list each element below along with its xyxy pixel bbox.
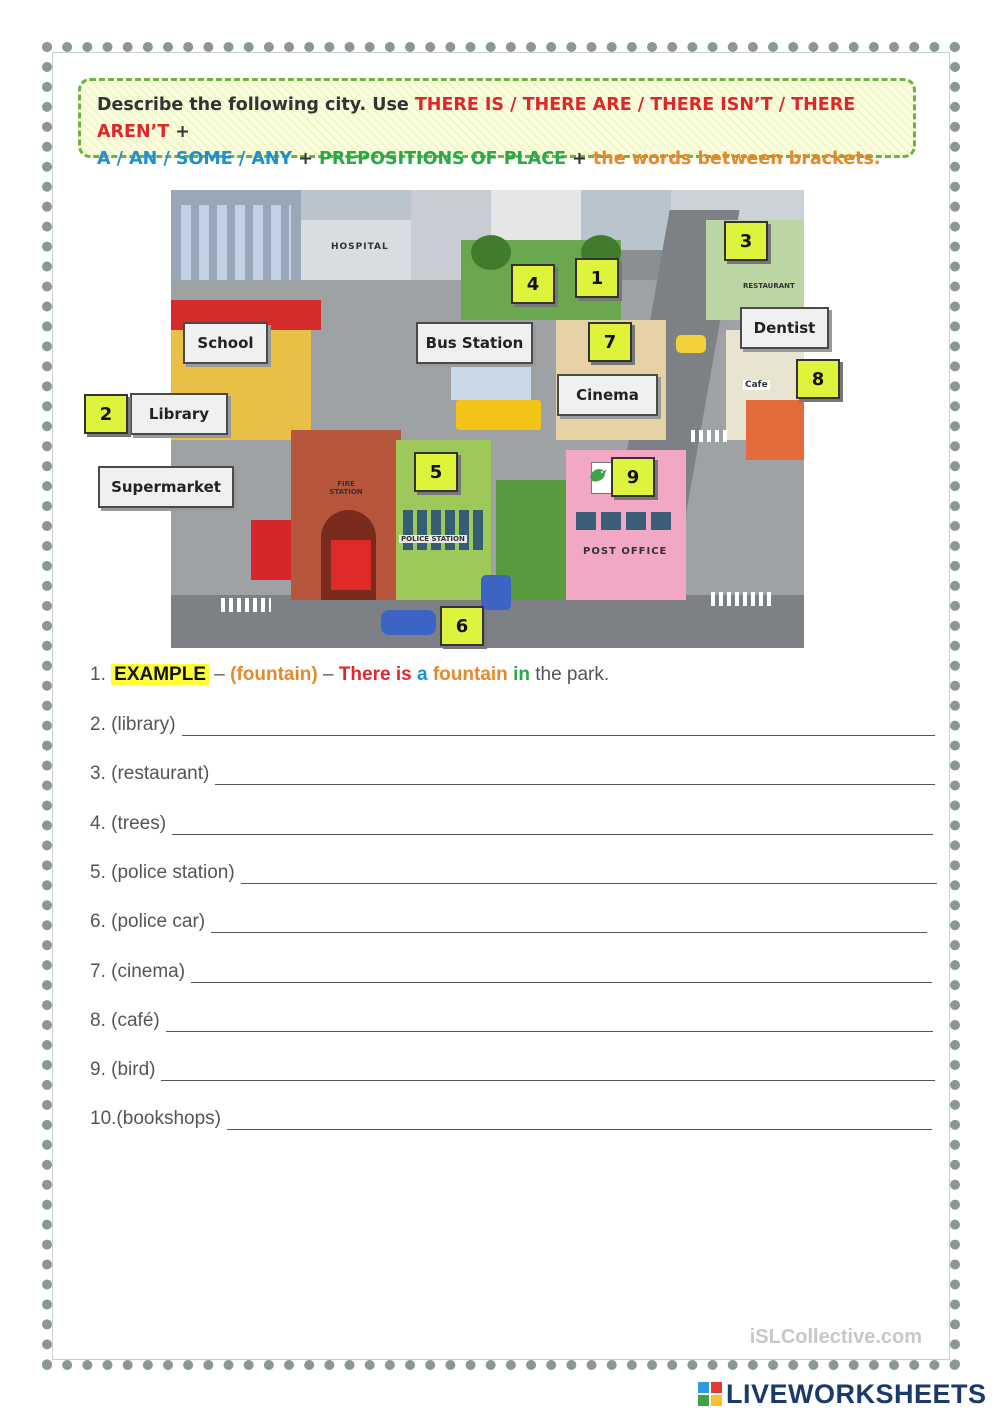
label-supermarket: Supermarket bbox=[98, 466, 234, 508]
example-dash: – bbox=[209, 664, 231, 685]
example-number: 1. bbox=[90, 664, 106, 685]
exercise-number: 3. bbox=[90, 763, 106, 784]
example-dash: – bbox=[317, 664, 339, 685]
exercise-word: (café) bbox=[111, 1010, 160, 1031]
exercise-number: 2. bbox=[90, 714, 106, 735]
liveworksheets-logo bbox=[698, 1376, 987, 1412]
example-preposition: in bbox=[513, 664, 530, 685]
exercise-number: 4. bbox=[90, 813, 106, 834]
exercise-word: (police car) bbox=[111, 911, 206, 932]
post-office-sign: POST OFFICE bbox=[583, 546, 668, 557]
example-noun: fountain bbox=[432, 664, 508, 685]
instruction-intro: Describe the following city. Use bbox=[97, 95, 415, 115]
exercise-row bbox=[90, 961, 932, 983]
exercise-number: 10. bbox=[90, 1108, 117, 1129]
restaurant-sign: RESTAURANT bbox=[743, 282, 795, 290]
fire-station-sign: FIRE STATION bbox=[329, 480, 363, 496]
exercise-word: (cinema) bbox=[111, 961, 186, 982]
label-library: Library bbox=[130, 393, 228, 435]
marker-2: 2 bbox=[84, 394, 128, 434]
exercise-word: (restaurant) bbox=[111, 763, 210, 784]
instruction-box bbox=[78, 78, 916, 169]
marker-3: 3 bbox=[724, 221, 768, 261]
exercise-number: 9. bbox=[90, 1059, 106, 1080]
marker-6: 6 bbox=[440, 606, 484, 646]
instruction-prepositions: PREPOSITIONS OF PLACE bbox=[319, 149, 567, 169]
exercise-row bbox=[90, 911, 927, 933]
city-illustration bbox=[171, 190, 804, 648]
instruction-brackets: the words between brackets. bbox=[592, 149, 881, 169]
exercise-number: 6. bbox=[90, 911, 106, 932]
exercise-row bbox=[90, 1010, 933, 1032]
marker-8: 8 bbox=[796, 359, 840, 399]
answer-line[interactable] bbox=[182, 715, 935, 736]
instruction-plus: + bbox=[566, 149, 593, 169]
exercise-number: 7. bbox=[90, 961, 106, 982]
exercise-row bbox=[90, 862, 937, 884]
exercise-word: (library) bbox=[111, 714, 176, 735]
instruction-articles: A / AN / SOME / ANY bbox=[97, 149, 293, 169]
answer-line[interactable] bbox=[211, 912, 927, 933]
instruction-plus: + bbox=[292, 149, 320, 169]
answer-line[interactable] bbox=[161, 1060, 935, 1081]
marker-5: 5 bbox=[414, 452, 458, 492]
answer-line[interactable] bbox=[215, 764, 935, 785]
answer-line[interactable] bbox=[227, 1109, 932, 1130]
exercise-word: (trees) bbox=[111, 813, 167, 834]
police-station-sign: POLICE STATION bbox=[401, 535, 465, 543]
example-word: (fountain) bbox=[230, 664, 318, 685]
answer-line[interactable] bbox=[191, 962, 932, 983]
exercise-word: (police station) bbox=[111, 862, 235, 883]
exercise-row bbox=[90, 1059, 935, 1081]
cafe-sign: Cafe bbox=[745, 380, 768, 390]
answer-line[interactable] bbox=[241, 863, 937, 884]
islcollective-watermark: iSLCollective.com bbox=[749, 1326, 922, 1348]
label-school: School bbox=[183, 322, 268, 364]
example-row bbox=[90, 664, 609, 686]
exercise-row bbox=[90, 1108, 932, 1130]
exercise-number: 8. bbox=[90, 1010, 106, 1031]
exercise-row bbox=[90, 714, 935, 736]
exercise-row bbox=[90, 813, 933, 835]
marker-7: 7 bbox=[588, 322, 632, 362]
answer-line[interactable] bbox=[172, 814, 933, 835]
label-dentist: Dentist bbox=[740, 307, 829, 349]
marker-4: 4 bbox=[511, 264, 555, 304]
label-bus-station: Bus Station bbox=[416, 322, 533, 364]
answer-line[interactable] bbox=[166, 1011, 933, 1032]
example-article: a bbox=[416, 664, 428, 685]
marker-1: 1 bbox=[575, 258, 619, 298]
example-tag: EXAMPLE bbox=[111, 664, 209, 685]
liveworksheets-logo-icon bbox=[698, 1382, 722, 1406]
exercise-word: (bird) bbox=[111, 1059, 156, 1080]
instruction-there-forms: THERE IS / THERE ARE / THERE ISN’T / THERE AREN’T bbox=[97, 95, 856, 142]
exercise-number: 5. bbox=[90, 862, 106, 883]
example-rest: the park. bbox=[535, 664, 610, 685]
exercise-word: (bookshops) bbox=[116, 1108, 221, 1129]
label-cinema: Cinema bbox=[557, 374, 658, 416]
marker-9: 9 bbox=[611, 457, 655, 497]
liveworksheets-brand: LIVEWORKSHEETS bbox=[726, 1378, 987, 1409]
hospital-sign: HOSPITAL bbox=[331, 242, 389, 252]
exercise-row bbox=[90, 763, 935, 785]
bird-icon bbox=[583, 460, 613, 490]
example-there-is: There is bbox=[338, 664, 412, 685]
instruction-plus: + bbox=[169, 122, 190, 142]
